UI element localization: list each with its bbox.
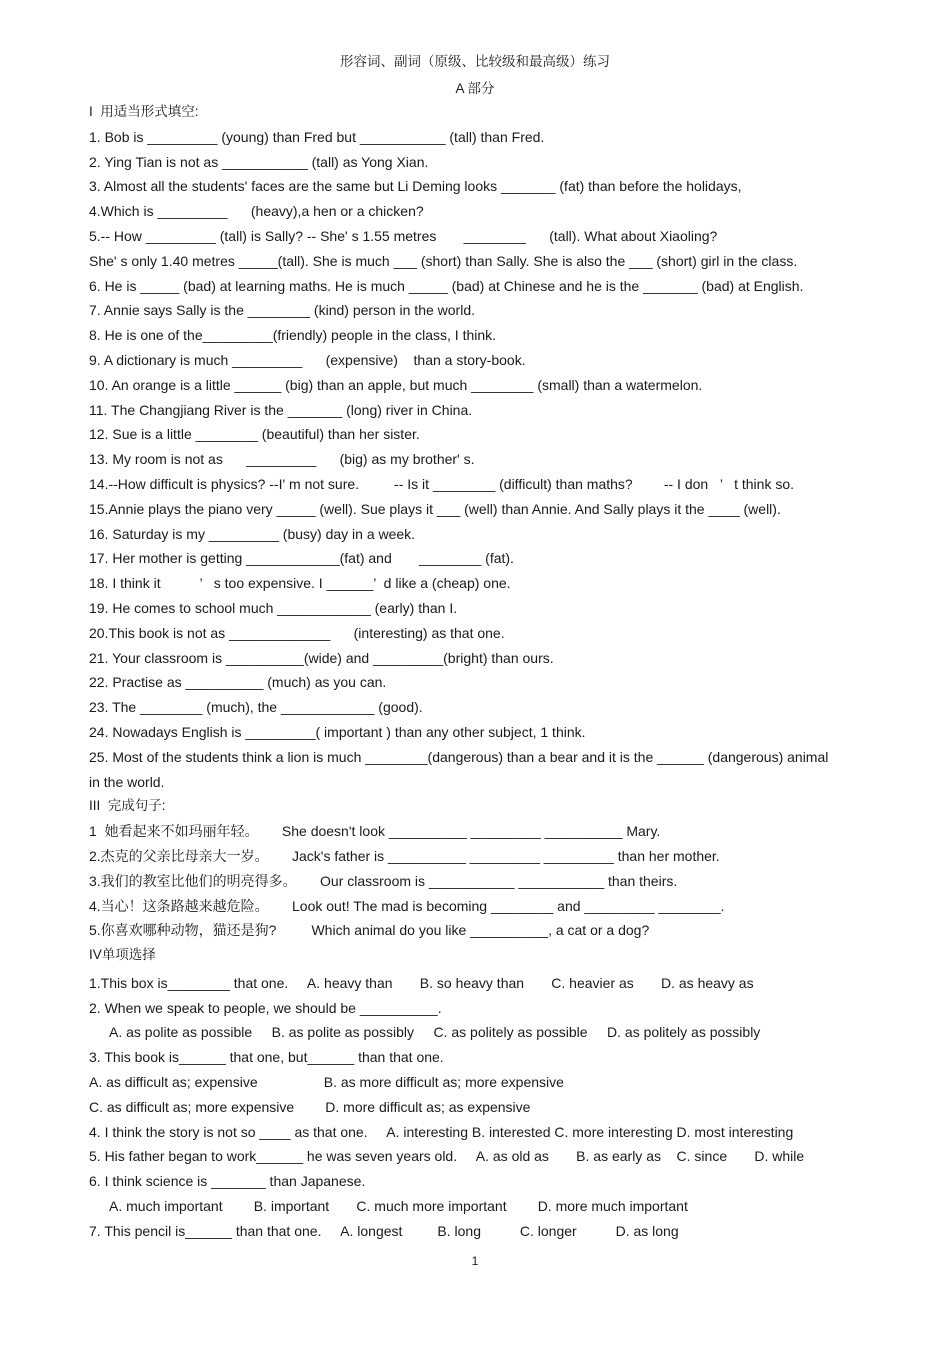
choice-question: 1.This box is________ that one. A. heavy than B. so heavy than C. heavier as D. as heavy as (89, 974, 754, 991)
exercise-line: 12. Sue is a little ________ (beautiful) than her sister. (89, 426, 420, 443)
choice-question: 5. His father began to work______ he was seven years old. A. as old as B. as early as C. since D. while (89, 1148, 805, 1165)
exercise-line: 14.--How difficult is physics? --I' m not sure. -- Is it ________ (difficult) than maths? -- I don ’ t think so. (89, 475, 795, 492)
exercise-line: 17. Her mother is getting ____________(fat) and ________ (fat). (89, 550, 514, 567)
exercise-line: 10. An orange is a little ______ (big) than an apple, but much ________ (small) than a watermelon. (89, 376, 703, 393)
exercise-line: 20.This book is not as _____________ (interesting) as that one. (89, 624, 505, 641)
exercise-line: 8. He is one of the_________(friendly) people in the class, I think. (89, 327, 497, 344)
exercise-line: 6. He is _____ (bad) at learning maths. He is much _____ (bad) at Chinese and he is the _______ (bad) at English. (89, 277, 804, 294)
exercise-line: 4.Which is _________ (heavy),a hen or a chicken? (89, 203, 424, 220)
exercise-line: 1. Bob is _________ (young) than Fred but ___________ (tall) than Fred. (89, 128, 545, 145)
sentence-line: 2.杰克的父亲比母亲大一岁。 Jack's father is __________ _________ _________ than her mother. (89, 847, 720, 864)
sentence-line: 3.我们的教室比他们的明亮得多。 Our classroom is ___________ ___________ than theirs. (89, 872, 678, 889)
section-heading-complete-sentences: III 完成句子: (89, 798, 166, 814)
exercise-line: 7. Annie says Sally is the ________ (kind) person in the world. (89, 302, 476, 319)
exercise-line: 13. My room is not as _________ (big) as my brother' s. (89, 451, 475, 468)
choice-question: 6. I think science is _______ than Japanese. (89, 1173, 366, 1190)
exercise-line: 23. The ________ (much), the ____________ (good). (89, 699, 423, 716)
exercise-line: 19. He comes to school much ____________ (early) than I. (89, 599, 458, 616)
exercise-line: in the world. (89, 773, 165, 790)
choice-question: 4. I think the story is not so ____ as that one. A. interesting B. interested C. more interesting D. most interesting (89, 1123, 794, 1140)
page-number: 1 (471, 1254, 479, 1268)
exercise-line: 25. Most of the students think a lion is much ________(dangerous) than a bear and it is the ______ (dangerous) animal (89, 748, 829, 765)
choice-options: A. as difficult as; expensive B. as more difficult as; more expensive (89, 1074, 564, 1091)
exercise-line: 16. Saturday is my _________ (busy) day in a week. (89, 525, 416, 542)
choice-question: 2. When we speak to people, we should be __________. (89, 999, 442, 1016)
exercise-line: 5.-- How _________ (tall) is Sally? -- She' s 1.55 metres ________ (tall). What about Xiaoling? (89, 227, 718, 244)
exercise-body (89, 100, 889, 1244)
exercise-line: She' s only 1.40 metres _____(tall). She is much ___ (short) than Sally. She is also the ___ (short) girl in the class. (89, 252, 798, 269)
choice-options: A. as polite as possible B. as polite as possibly C. as politely as possible D. as politely as possibly (109, 1024, 761, 1041)
choice-options: A. much important B. important C. much more important D. more much important (109, 1198, 688, 1215)
exercise-line: 9. A dictionary is much _________ (expensive) than a story-book. (89, 351, 526, 368)
sentence-line: 1 她看起来不如玛丽年轻。 She doesn't look __________ _________ __________ Mary. (89, 823, 661, 840)
section-heading-fill-in: I 用适当形式填空: (89, 104, 199, 119)
choice-question: 3. This book is______ that one, but______ than that one. (89, 1049, 444, 1066)
choice-options: C. as difficult as; more expensive D. more difficult as; as expensive (89, 1098, 531, 1115)
sentence-line: 4.当心！这条路越来越危险。 Look out! The mad is becoming ________ and _________ ________. (89, 897, 725, 914)
choice-question: 7. This pencil is______ than that one. A. longest B. long C. longer D. as long (89, 1222, 679, 1239)
document-title: 形容词、副词（原级、比较级和最高级）练习 (340, 54, 610, 69)
exercise-line: 15.Annie plays the piano very _____ (well). Sue plays it ___ (well) than Annie. And Sally plays it the ____ (well). (89, 500, 781, 517)
exercise-line: 18. I think it ’ s too expensive. I ______’ d like a (cheap) one. (89, 575, 511, 592)
document-subtitle: A 部分 (455, 81, 495, 96)
exercise-line: 11. The Changjiang River is the _______ (long) river in China. (89, 401, 473, 418)
exercise-line: 24. Nowadays English is _________( important ) than any other subject, 1 think. (89, 723, 586, 740)
section-heading-multiple-choice: IV单项选择 (89, 947, 156, 963)
sentence-line: 5.你喜欢哪种动物，猫还是狗? Which animal do you like __________, a cat or a dog? (89, 922, 650, 939)
exercise-line: 3. Almost all the students' faces are the same but Li Deming looks _______ (fat) than before the holidays, (89, 178, 742, 195)
exercise-line: 2. Ying Tian is not as ___________ (tall) as Yong Xian. (89, 153, 429, 170)
exercise-line: 21. Your classroom is __________(wide) and _________(bright) than ours. (89, 649, 554, 666)
exercise-line: 22. Practise as __________ (much) as you can. (89, 674, 387, 691)
